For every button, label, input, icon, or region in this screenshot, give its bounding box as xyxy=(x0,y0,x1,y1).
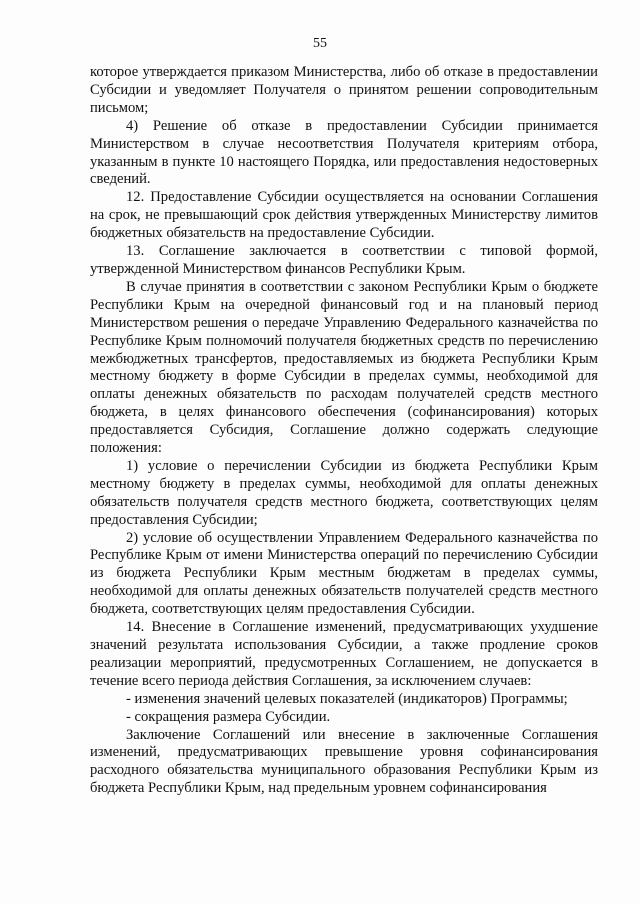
paragraph-clause-13: 13. Соглашение заключается в соответствии с типовой формой, утвержденной Министерством финансов Республики Крым. xyxy=(90,243,598,277)
paragraph-cofinancing: Заключение Соглашений или внесение в заключенные Соглашения изменений, предусматривающих превышение уровня софинансирования расходного обязательства муниципального образования Республики Крым из бюджета Республики Крым, над предельным уровнем софинансирования xyxy=(90,726,598,797)
paragraph-clause-14: 14. Внесение в Соглашение изменений, предусматривающих ухудшение значений результата использования Субсидии, а также продление сроков реализации мероприятий, предусмотренных Соглашением, не допускается в течение всего периода действия Соглашения, за исключением случаев: xyxy=(90,619,598,689)
paragraph-continuation: которое утверждается приказом Министерства, либо об отказе в предоставлении Субсидии и уведомляет Получателя о принятом решении сопроводительным письмом; xyxy=(90,64,598,116)
paragraph-condition-2: 2) условие об осуществлении Управлением Федерального казначейства по Республике Крым от имени Министерства операций по перечислению Субсидии из бюджета Республики Крым местным бюджетам в пределах суммы, необходимой для оплаты денежных обязательств получателей средств местного бюджета, соответствующих целям предоставления Субсидии. xyxy=(90,529,598,618)
list-item-indicators: - изменения значений целевых показателей (индикаторов) Программы; xyxy=(126,690,568,707)
paragraph-clause-12: 12. Предоставление Субсидии осуществляется на основании Соглашения на срок, не превышающий срок действия утвержденных Министерству лимитов бюджетных обязательств на предоставление Субсидии. xyxy=(90,189,598,242)
page-number: 55 xyxy=(313,36,327,51)
paragraph-item-4-refusal: 4) Решение об отказе в предоставлении Субсидии принимается Министерством в случае несоответствия Получателя критериям отбора, указанным в пункте 10 настоящего Порядка, или предоставления недостоверных сведений. xyxy=(90,117,598,188)
paragraph-treasury-transfer: В случае принятия в соответствии с законом Республики Крым о бюджете Республики Крым на очередной финансовый год и на плановый период Министерством решения о передаче Управлению Федерального казначейства по Республике Крым полномочий получателя бюджетных средств по перечислению межбюджетных трансфертов, предоставляемых из бюджета Республики Крым местному бюджету в форме Субсидии в пределах суммы, необходимой для оплаты денежных обязательств по расходам получателей средств местного бюджета, в целях финансового обеспечения (софинансирования) которых предоставляется Субсидия, Соглашение должно содержать следующие положения: xyxy=(90,278,598,457)
document-body xyxy=(90,64,598,798)
paragraph-condition-1: 1) условие о перечислении Субсидии из бюджета Республики Крым местному бюджету в пределах суммы, необходимой для оплаты денежных обязательств получателя средств местного бюджета, соответствующих целям предоставления Субсидии; xyxy=(90,457,598,528)
list-item-reduction: - сокращения размера Субсидии. xyxy=(126,708,331,725)
